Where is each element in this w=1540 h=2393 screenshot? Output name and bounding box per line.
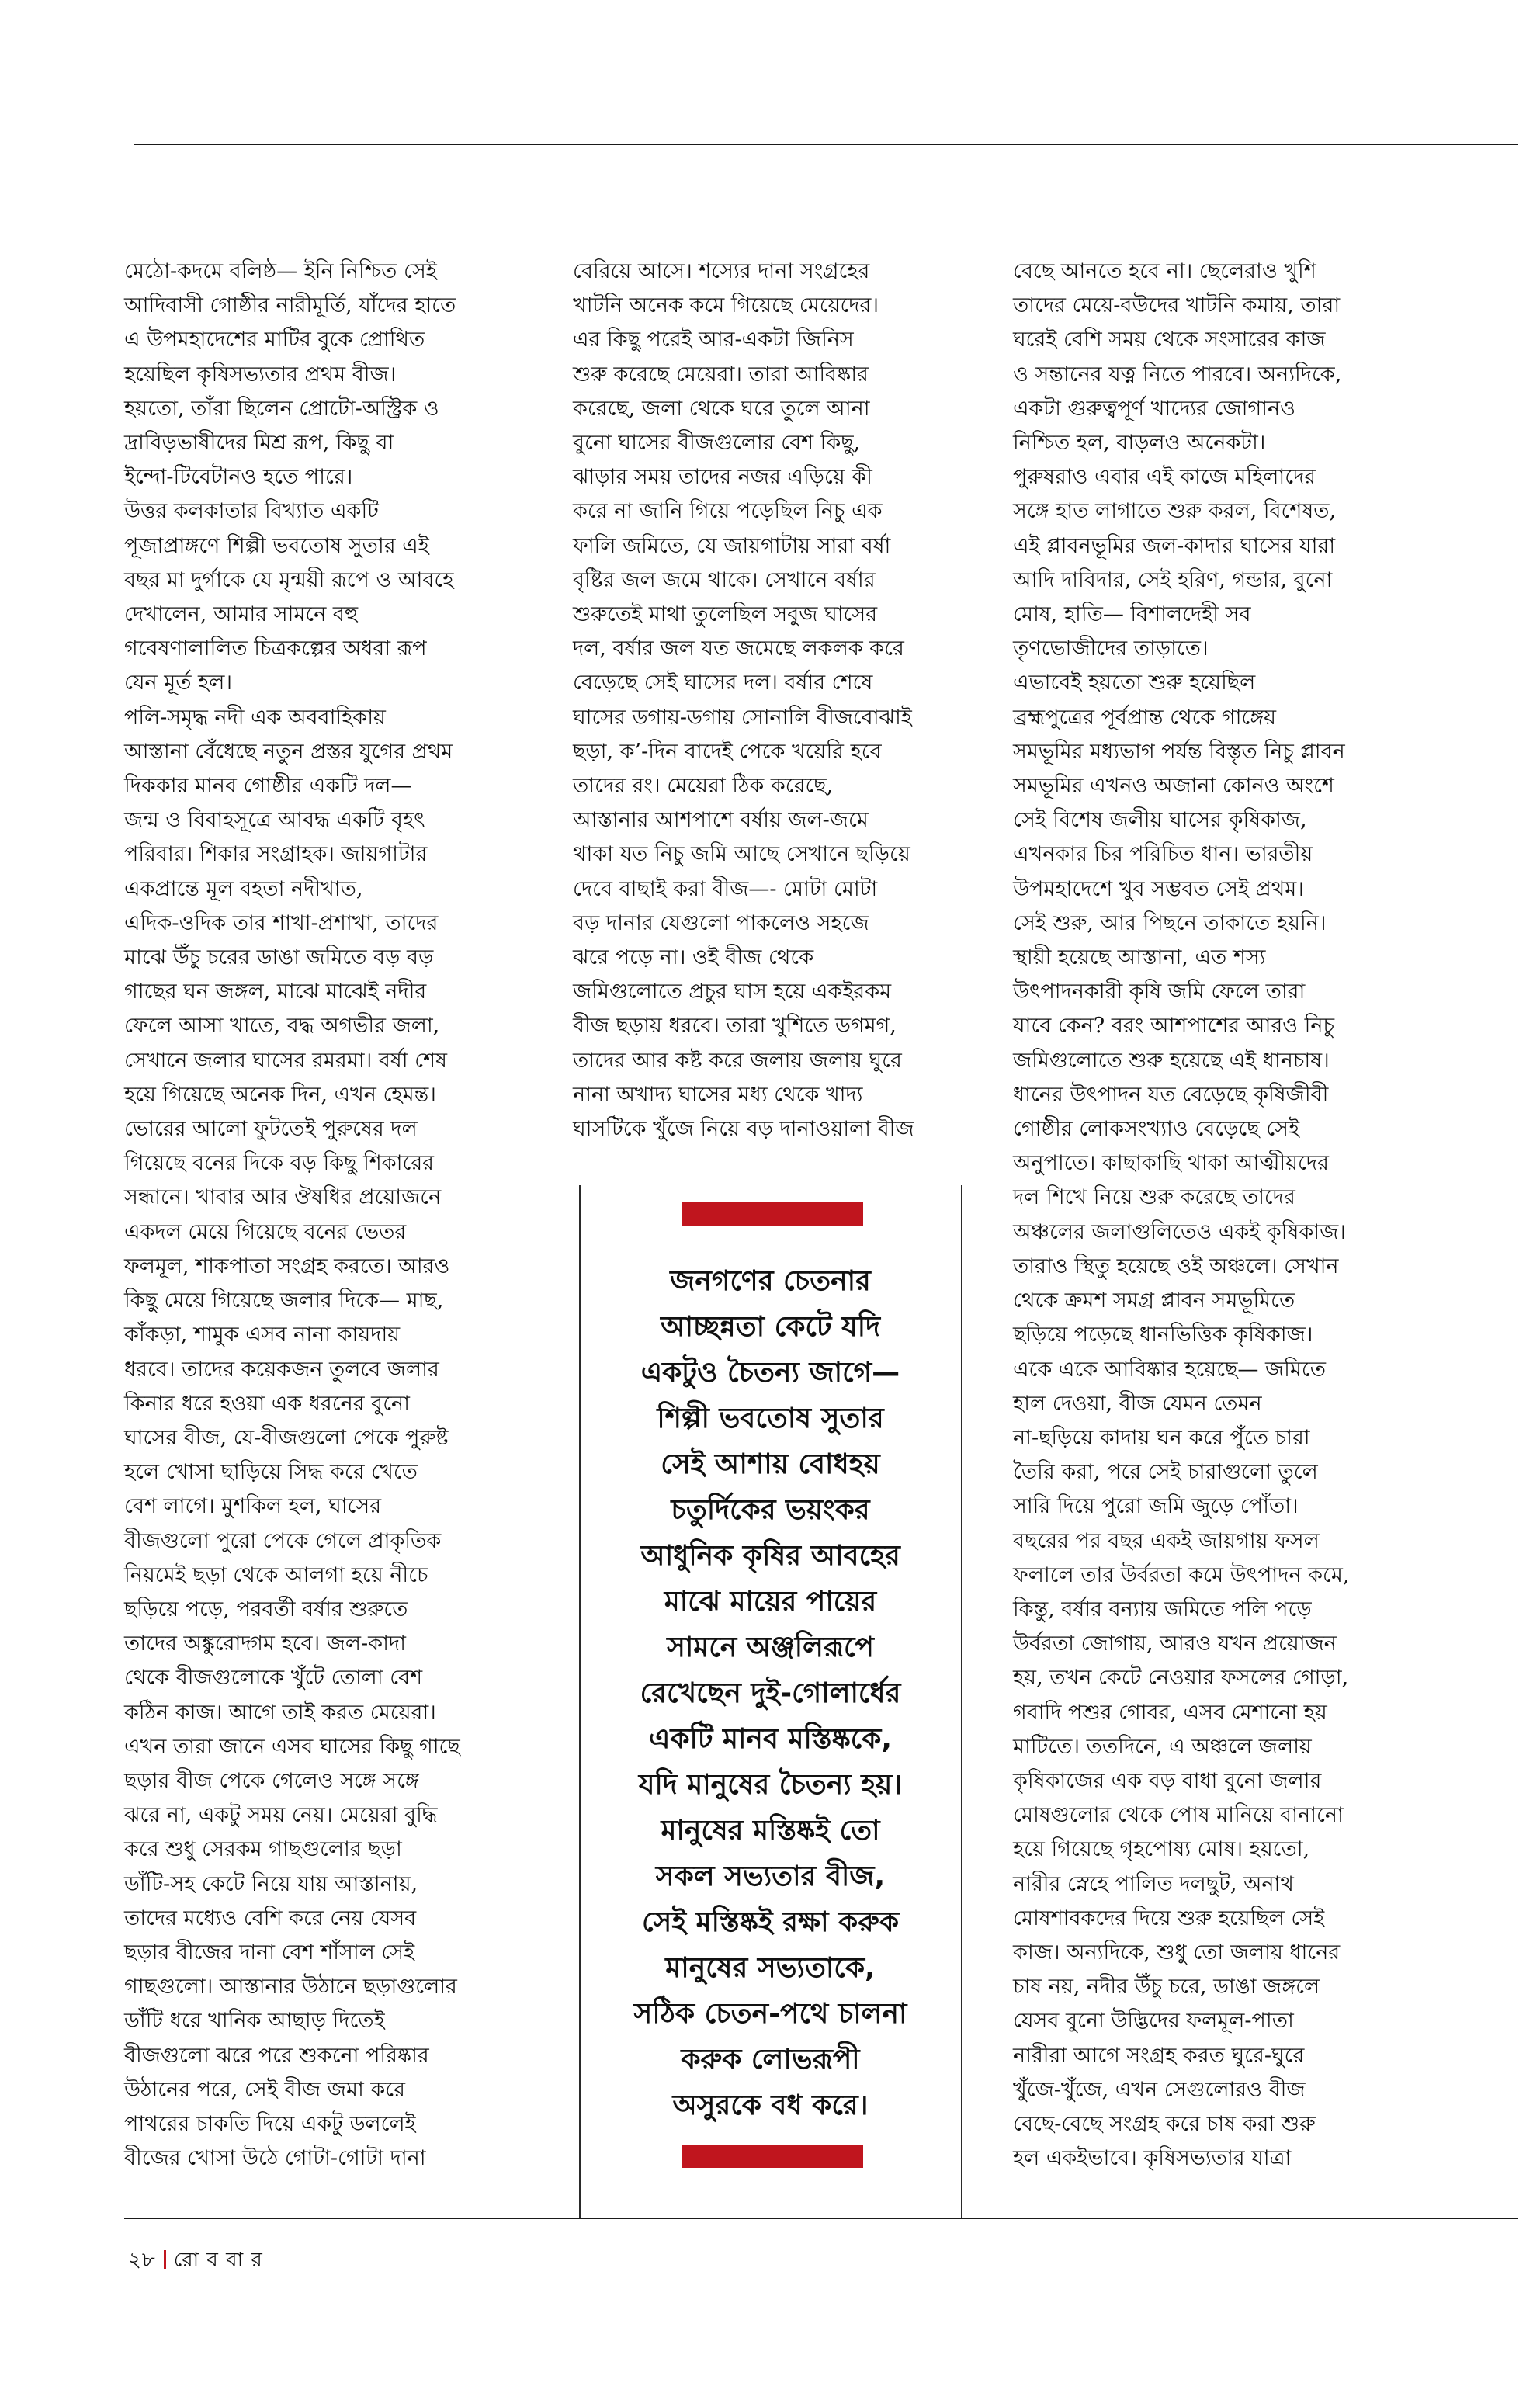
magazine-name: রো ব বা র [173,2249,263,2272]
paragraph: এর কিছু পরেই আর-একটা জিনিস শুরু করেছে মেয়েরা। তারা আবিষ্কার করেছে, জলা থেকে ঘরে তুলে আনা বুনো ঘাসের বীজগুলোর বেশ কিছু, ঝাড়ার সময় তাদের নজর এড়িয়ে কী করে না জানি গিয়ে পড়েছিল নিচু এক ফালি জমিতে, যে জায়গাটায় সারা বর্ষা বৃষ্টির জল জমে থাকে। সেখানে বর্ষার শুরুতেই মাথা তুলেছিল সবুজ ঘাসের দল, বর্ষার জল যত জমেছে লকলক করে বেড়েছে সেই ঘাসের দল। বর্ষার শেষে ঘাসের ডগায়-ডগায় সোনালি বীজবোঝাই ছড়া, ক’-দিন বাদেই পেকে খয়েরি হবে তাদের রং। মেয়েরা ঠিক করেছে, আস্তানার আশপাশে বর্ষায় জল-জমে থাকা যত নিচু জমি আছে সেখানে ছড়িয়ে দেবে বাছাই করা বীজ—- মোটা মোটা বড় দানার যেগুলো পাকলেও সহজে ঝরে পড়ে না। ওই বীজ থেকে জমিগুলোতে প্রচুর ঘাস হয়ে একইরকম বীজ ছড়ায় ধরবে। তারা খুশিতে ডগমগ, তাদের আর কষ্ট করে জলায় জলায় ঘুরে নানা অখাদ্য ঘাসের মধ্য থেকে খাদ্য ঘাসটিকে খুঁজে নিয়ে বড় দানাওয়ালা বীজ [573,328,914,1142]
article-column-3 [1013,255,1448,2176]
article-column-2 [573,255,1004,1146]
pullquote: জনগণের চেতনার আচ্ছন্নতা কেটে যদি একটুও চৈতন্য জাগে— শিল্পী ভবতোষ সুতার সেই আশায় বোধহয় চতুর্দিকের ভয়ংকর আধুনিক কৃষির আবহের মাঝে মায়ের পায়ের সামনে অঞ্জলিরূপে রেখেছেন দুই-গোলার্ধের একটি মানব মস্তিষ্ককে, যদি মানুষের চৈতন্য হয়। মানুষের মস্তিষ্কই তো সকল সভ্যতার বীজ, সেই মস্তিষ্কই রক্ষা করুক মানুষের সভ্যতাকে, সঠিক চেতন-পথে চালনা করুক লোভরূপী অসুরকে বধ করে। [633,1265,907,2121]
paragraph: উত্তর কলকাতার বিখ্যাত একটি পূজাপ্রাঙ্গণে শিল্পী ভবতোষ সুতার এই বছর মা দুর্গাকে যে মৃন্ময়ী রূপে ও আবহে দেখালেন, আমার সামনে বহু গবেষণালালিত চিত্রকল্পের অধরা রূপ যেন মূর্ত হল। [124,499,454,695]
pullquote-top-bar [682,1202,863,1226]
footer-separator [164,2250,166,2269]
paragraph: এভাবেই হয়তো শুরু হয়েছিল ব্রহ্মপুত্রের পূর্বপ্রান্ত থেকে গাঙ্গেয় সমভূমির মধ্যভাগ পর্যন্ত বিস্তৃত নিচু প্লাবন সমভূমির এখনও অজানা কোনও অংশে সেই বিশেষ জলীয় ঘাসের কৃষিকাজ, এখনকার চির পরিচিত ধান। ভারতীয় উপমহাদেশে খুব সম্ভবত সেই প্রথম। সেই শুরু, আর পিছনে তাকাতে হয়নি। স্থায়ী হয়েছে আস্তানা, এত শস্য উৎপাদনকারী কৃষি জমি ফেলে তারা যাবে কেন? বরং আশপাশের আরও নিচু জমিগুলোতে শুরু হয়েছে এই ধানচাষ। ধানের উৎপাদন যত বেড়েছে কৃষিজীবী গোষ্ঠীর লোকসংখ্যাও বেড়েছে সেই অনুপাতে। কাছাকাছি থাকা আত্মীয়দের দল শিখে নিয়ে শুরু করেছে তাদের অঞ্চলের জলাগুলিতেও একই কৃষিকাজ। তারাও স্থিতু হয়েছে ওই অঞ্চলে। সেখান থেকে ক্রমশ সমগ্র প্লাবন সমভূমিতে ছড়িয়ে পড়েছে ধানভিত্তিক কৃষিকাজ। একে একে আবিষ্কার হয়েছে— জমিতে হাল দেওয়া, বীজ যেমন তেমন না-ছড়িয়ে কাদায় ঘন করে পুঁতে চারা তৈরি করা, পরে সেই চারাগুলো তুলে সারি দিয়ে পুরো জমি জুড়ে পোঁতা। বছরের পর বছর একই জায়গায় ফসল ফলালে তার উর্বরতা কমে উৎপাদন কমে, কিন্তু, বর্ষার বন্যায় জমিতে পলি পড়ে উর্বরতা জোগায়, আরও যখন প্রয়োজন হয়, তখন কেটে নেওয়ার ফসলের গোড়া, গবাদি পশুর গোবর, এসব মেশানো হয় মাটিতে। ততদিনে, এ অঞ্চলে জলায় কৃষিকাজের এক বড় বাধা বুনো জলার মোষগুলোর থেকে পোষ মানিয়ে বানানো হয়ে গিয়েছে গৃহপোষ্য মোষ। হয়তো, নারীর স্নেহে পালিত দলছুট, অনাথ মোষশাবকদের দিয়ে শুরু হয়েছিল সেই কাজ। অন্যদিকে, শুধু তো জলায় ধানের চাষ নয়, নদীর উঁচু চরে, ডাঙা জঙ্গলে যেসব বুনো উদ্ভিদের ফলমূল-পাতা নারীরা আগে সংগ্রহ করত ঘুরে-ঘুরে খুঁজে-খুঁজে, এখন সেগুলোরও বীজ বেছে-বেছে সংগ্রহ করে চাষ করা শুরু হল একইভাবে। কৃষিসভ্যতার যাত্রা [1013,671,1350,2171]
top-rule [134,144,1518,145]
paragraph: পুরুষরাও এবার এই কাজে মহিলাদের সঙ্গে হাত লাগাতে শুরু করল, বিশেষত, এই প্লাবনভূমির জল-কাদার ঘাসের যারা আদি দাবিদার, সেই হরিণ, গন্ডার, বুনো মোষ, হাতি— বিশালদেহী সব তৃণভোজীদের তাড়াতে। [1013,465,1337,661]
pullquote-left-rule [579,1185,581,2218]
paragraph: মেঠো-কদমে বলিষ্ঠ— ইনি নিশ্চিত সেই আদিবাসী গোষ্ঠীর নারীমূর্তি, যাঁদের হাতে এ উপমহাদেশের মাটির বুকে প্রোথিত হয়েছিল কৃষিসভ্যতার প্রথম বীজ। হয়তো, তাঁরা ছিলেন প্রোটো-অস্ট্রিক ও দ্রাবিড়ভাষীদের মিশ্র রূপ, কিছু বা ইন্দো-টিবেটানও হতে পারে। [124,259,456,490]
pullquote-right-rule [961,1185,962,2218]
bottom-rule [124,2218,1518,2219]
paragraph: বেছে আনতে হবে না। ছেলেরাও খুশি তাদের মেয়ে-বউদের খাটনি কমায়, তারা ঘরেই বেশি সময় থেকে সংসারের কাজ ও সন্তানের যত্ন নিতে পারবে। অন্যদিকে, একটা গুরুত্বপূর্ণ খাদ্যের জোগানও নিশ্চিত হল, বাড়লও অনেকটা। [1013,259,1342,456]
page-footer [128,2248,263,2273]
paragraph: বেরিয়ে আসে। শস্যের দানা সংগ্রহের খাটনি অনেক কমে গিয়েছে মেয়েদের। [573,259,879,318]
paragraph: পলি-সমৃদ্ধ নদী এক অববাহিকায় আস্তানা বেঁধেছে নতুন প্রস্তর যুগের প্রথম দিককার মানব গোষ্ঠীর একটি দল— জন্ম ও বিবাহসূত্রে আবদ্ধ একটি বৃহৎ পরিবার। শিকার সংগ্রাহক। জায়গাটার একপ্রান্তে মূল বহতা নদীখাত, এদিক-ওদিক তার শাখা-প্রশাখা, তাদের মাঝে উঁচু চরের ডাঙা জমিতে বড় বড় গাছের ঘন জঙ্গল, মাঝে মাঝেই নদীর ফেলে আসা খাতে, বদ্ধ অগভীর জলা, সেখানে জলার ঘাসের রমরমা। বর্ষা শেষ হয়ে গিয়েছে অনেক দিন, এখন হেমন্ত। ভোরের আলো ফুটতেই পুরুষের দল গিয়েছে বনের দিকে বড় কিছু শিকারের সন্ধানে। খাবার আর ঔষধির প্রয়োজনে একদল মেয়ে গিয়েছে বনের ভেতর ফলমূল, শাকপাতা সংগ্রহ করতে। আরও কিছু মেয়ে গিয়েছে জলার দিকে— মাছ, কাঁকড়া, শামুক এসব নানা কায়দায় ধরবে। তাদের কয়েকজন তুলবে জলার কিনার ধরে হওয়া এক ধরনের বুনো ঘাসের বীজ, যে-বীজগুলো পেকে পুরুষ্ট হলে খোসা ছাড়িয়ে সিদ্ধ করে খেতে বেশ লাগে। মুশকিল হল, ঘাসের বীজগুলো পুরো পেকে গেলে প্রাকৃতিক নিয়মেই ছড়া থেকে আলগা হয়ে নীচে ছড়িয়ে পড়ে, পরবর্তী বর্ষার শুরুতে তাদের অঙ্কুরোদ্গম হবে। জল-কাদা থেকে বীজগুলোকে খুঁটে তোলা বেশ কঠিন কাজ। আগে তাই করত মেয়েরা। এখন তারা জানে এসব ঘাসের কিছু গাছে ছড়ার বীজ পেকে গেলেও সঙ্গে সঙ্গে ঝরে না, একটু সময় নেয়। মেয়েরা বুদ্ধি করে শুধু সেরকম গাছগুলোর ছড়া ডাঁটি-সহ কেটে নিয়ে যায় আস্তানায়, তাদের মধ্যেও বেশি করে নেয় যেসব ছড়ার বীজের দানা বেশ শাঁসাল সেই গাছগুলো। আস্তানার উঠানে ছড়াগুলোর ডাঁটি ধরে খানিক আছাড় দিতেই বীজগুলো ঝরে পরে শুকনো পরিষ্কার উঠানের পরে, সেই বীজ জমা করে পাথরের চাকতি দিয়ে একটু ডললেই বীজের খোসা উঠে গোটা-গোটা দানা [124,705,460,2171]
article-column-1 [124,255,555,2176]
pullquote-bottom-bar [682,2145,863,2168]
page-number: ২৮ [128,2249,156,2272]
